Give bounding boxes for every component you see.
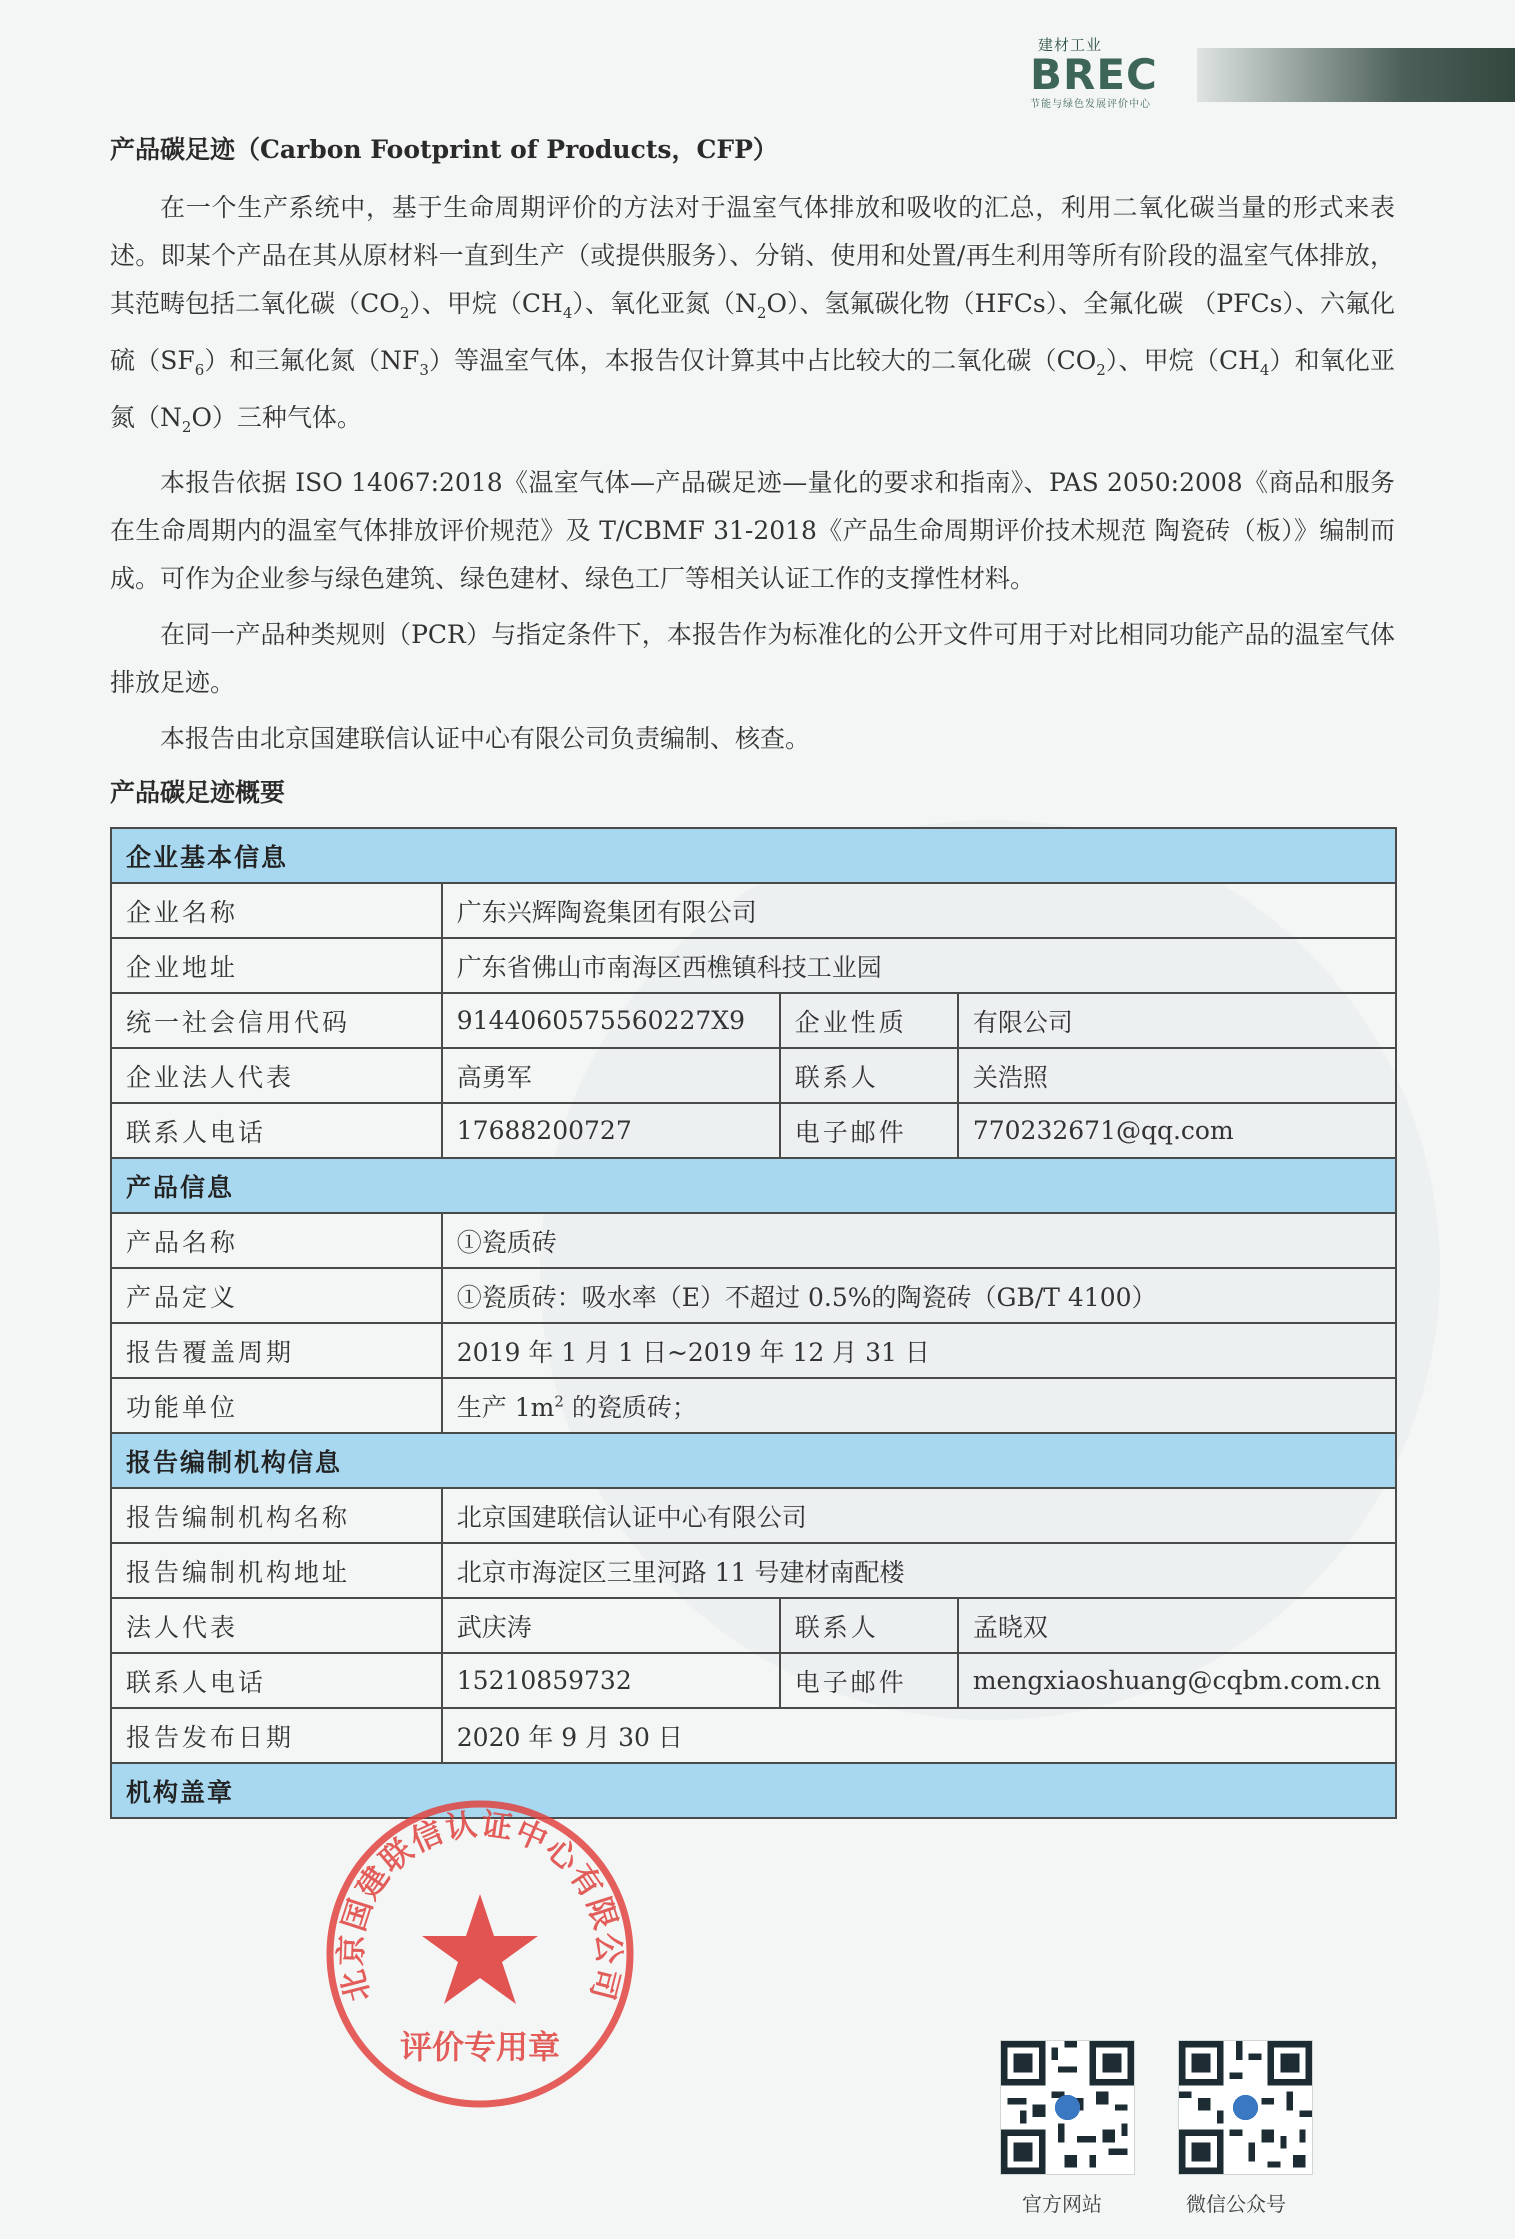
table-row [111,1213,1396,1268]
table-section-row [111,1763,1396,1818]
header-gradient-bar [1197,48,1515,102]
org-address-value: 北京市海淀区三里河路 11 号建材南配楼 [442,1543,1396,1598]
company-address-label: 企业地址 [111,938,442,993]
summary-heading: 产品碳足迹概要 [110,778,286,807]
table-row [111,1543,1396,1598]
qr-code-wechat[interactable] [1178,2040,1313,2175]
company-address-value: 广东省佛山市南海区西樵镇科技工业园 [442,938,1396,993]
contact-phone-label: 联系人电话 [111,1103,442,1158]
page-content [110,130,1395,1819]
org-phone-value: 15210859732 [442,1653,780,1708]
table-row [111,1268,1396,1323]
org-name-label: 报告编制机构名称 [111,1488,442,1543]
product-definition-value: ①瓷质砖：吸水率（E）不超过 0.5%的陶瓷砖（GB/T 4100） [442,1268,1396,1323]
section-org-info: 报告编制机构信息 [111,1433,1396,1488]
section-product-info: 产品信息 [111,1158,1396,1213]
logo-main-text: BREC [1030,50,1158,99]
product-name-value: ①瓷质砖 [442,1213,1396,1268]
table-row [111,1653,1396,1708]
credit-code-label: 统一社会信用代码 [111,993,442,1048]
table-row [111,1598,1396,1653]
official-seal [322,1796,638,2112]
company-name-label: 企业名称 [111,883,442,938]
table-row [111,993,1396,1048]
summary-table [110,827,1397,1819]
contact-value: 关浩照 [958,1048,1396,1103]
cfp-paragraph-1: 在一个生产系统中，基于生命周期评价的方法对于温室气体排放和吸收的汇总，利用二氧化碳当量的形式来表述。即某个产品在其从原材料一直到生产（或提供服务）、分销、使用和处置/再生利用等所有阶段的温室气体排放，其范畴包括二氧化碳$(CO_2)$、甲烷$(CH_4)$、氧化亚氮$(N_2O)$、氢氟碳化物（HFCs）、全氟化碳 （PFCs）、六氟化硫$(SF_6)$和三氟化氮$(NF_3)$等温室气体，本报告仅计算其中占比较大的二氧化碳$(CO_2)$、甲烷$(CH_4)$和氧化亚氮$(N_2O)$三种气体。 [110,193,1395,436]
company-nature-label: 企业性质 [780,993,958,1048]
table-row [111,883,1396,938]
seal-ring-text: 北京国建联信认证中心有限公司 [333,1806,627,2006]
legal-rep-label: 企业法人代表 [111,1048,442,1103]
brec-logo [1030,34,1170,110]
table-row [111,1048,1396,1103]
table-row [111,1323,1396,1378]
table-row [111,1488,1396,1543]
credit-code-value: 9144060575560227X9 [442,993,780,1048]
functional-unit-label: 功能单位 [111,1378,442,1433]
qr-code-official-site[interactable] [1000,2040,1135,2175]
company-name-value: 广东兴辉陶瓷集团有限公司 [442,883,1396,938]
table-section-row [111,828,1396,883]
qr-official-site-label: 官方网站 [1022,2192,1102,2216]
report-period-value: 2019 年 1 月 1 日~2019 年 12 月 31 日 [442,1323,1396,1378]
legal-rep-value: 高勇军 [442,1048,780,1103]
table-row [111,938,1396,993]
table-section-row [111,1158,1396,1213]
org-name-value: 北京国建联信认证中心有限公司 [442,1488,1396,1543]
org-email-label: 电子邮件 [780,1653,958,1708]
release-date-label: 报告发布日期 [111,1708,442,1763]
seal-star-icon [422,1894,538,2004]
cfp-paragraph-2: 本报告依据 ISO 14067:2018《温室气体—产品碳足迹—量化的要求和指南》、PAS 2050:2008《商品和服务在生命周期内的温室气体排放评价规范》及 T/CBMF 31-2018《产品生命周期评价技术规范 陶瓷砖（板）》编制而成。可作为企业参与绿色建筑、绿色建材、绿色工厂等相关认证工作的支撑性材料。 [110,468,1395,593]
qr-wechat-label: 微信公众号 [1186,2192,1286,2216]
org-rep-value: 武庆涛 [442,1598,780,1653]
contact-phone-value: 17688200727 [442,1103,780,1158]
release-date-value: 2020 年 9 月 30 日 [442,1708,1396,1763]
org-address-label: 报告编制机构地址 [111,1543,442,1598]
cfp-heading: 产品碳足迹（Carbon Footprint of Products，CFP） [110,135,778,164]
org-rep-label: 法人代表 [111,1598,442,1653]
cfp-paragraph-4: 本报告由北京国建联信认证中心有限公司负责编制、核查。 [160,724,811,753]
email-value: 770232671@qq.com [958,1103,1396,1158]
section-company-info: 企业基本信息 [111,828,1396,883]
org-contact-label: 联系人 [780,1598,958,1653]
logo-top-text: 建材工业 [1038,36,1103,54]
org-email-value: mengxiaoshuang@cqbm.com.cn [958,1653,1396,1708]
table-row [111,1103,1396,1158]
functional-unit-value: 生产 $1m^2$ 的瓷质砖； [442,1378,1396,1433]
email-label: 电子邮件 [780,1103,958,1158]
company-nature-value: 有限公司 [958,993,1396,1048]
table-section-row [111,1433,1396,1488]
seal-bottom-text: 评价专用章 [399,2028,561,2066]
product-name-label: 产品名称 [111,1213,442,1268]
product-definition-label: 产品定义 [111,1268,442,1323]
table-row [111,1378,1396,1433]
report-period-label: 报告覆盖周期 [111,1323,442,1378]
org-phone-label: 联系人电话 [111,1653,442,1708]
contact-label: 联系人 [780,1048,958,1103]
org-contact-value: 孟晓双 [958,1598,1396,1653]
logo-sub-text: 节能与绿色发展评价中心 [1030,99,1151,110]
table-row [111,1708,1396,1763]
section-seal: 机构盖章 [111,1763,1396,1818]
cfp-paragraph-3: 在同一产品种类规则（PCR）与指定条件下，本报告作为标准化的公开文件可用于对比相同功能产品的温室气体排放足迹。 [110,620,1395,697]
